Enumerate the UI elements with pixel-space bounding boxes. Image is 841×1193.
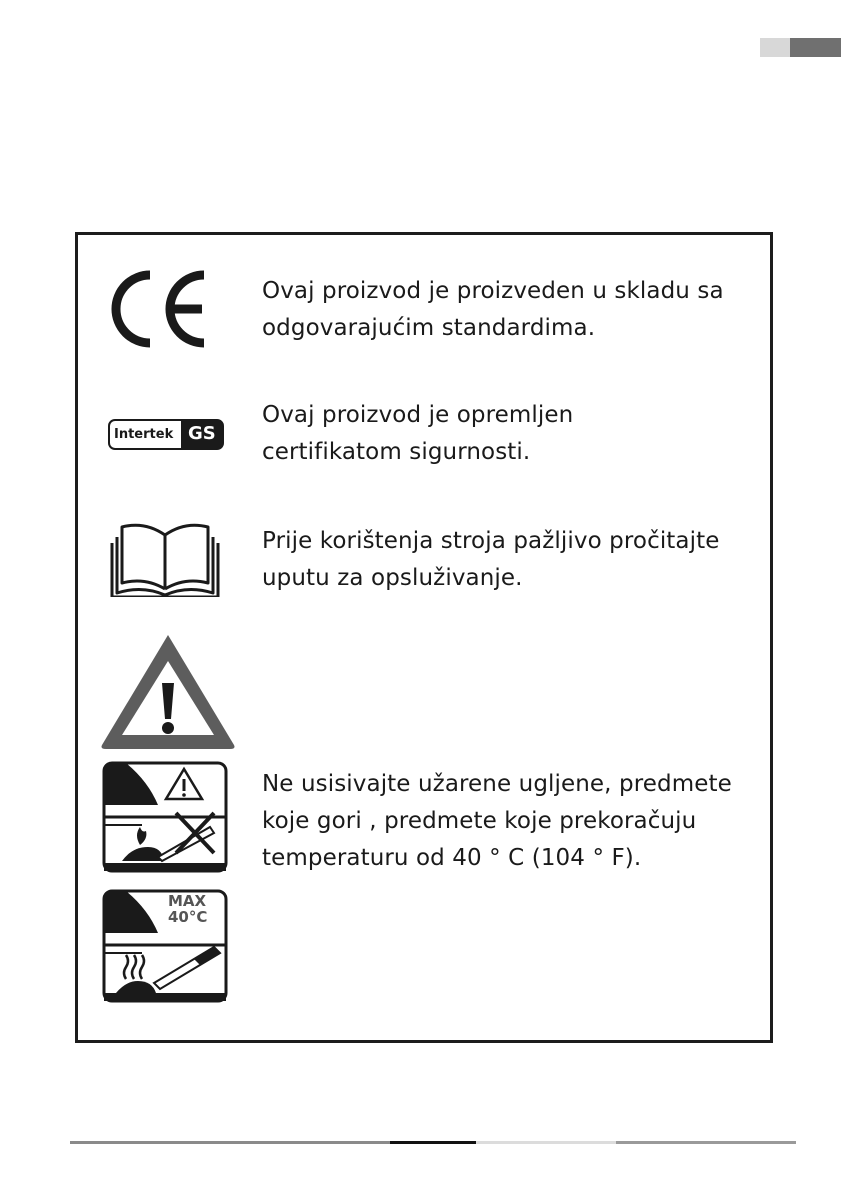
footer-rule-segment-3	[476, 1141, 616, 1144]
notice-manual-line-1: Prije korištenja stroja pažljivo pročitajte	[262, 528, 720, 554]
footer-rule-segment-4	[616, 1141, 796, 1144]
max-label: MAX	[168, 892, 207, 910]
intertek-brand-text: Intertek	[114, 427, 174, 442]
notice-ce-line-1: Ovaj proizvod je proizveden u skladu sa	[262, 278, 724, 304]
manual-book-icon	[110, 517, 220, 597]
safety-notices-frame	[75, 232, 773, 1043]
ce-mark-icon	[110, 269, 212, 349]
gs-mark-text: GS	[188, 423, 216, 444]
temperature-label: 40°C	[168, 908, 208, 926]
notice-manual-text	[262, 523, 719, 597]
notice-hot-ashes-line-3: temperaturu od 40 ° C (104 ° F).	[262, 845, 642, 871]
header-tab-light	[760, 38, 790, 57]
warning-triangle-icon	[98, 631, 238, 749]
footer-rule-segment-1	[70, 1141, 390, 1144]
max-temperature-icon	[102, 889, 228, 1003]
notice-hot-ashes-line-2: koje gori , predmete koje prekoračuju	[262, 808, 697, 834]
notice-gs-line-1: Ovaj proizvod je opremljen	[262, 402, 574, 428]
notice-hot-ashes-line-1: Ne usisivajte užarene ugljene, predmete	[262, 771, 732, 797]
notice-hot-ashes-text	[262, 766, 732, 877]
notice-ce-text	[262, 273, 724, 347]
header-tab-dark	[790, 38, 841, 57]
notice-gs-text	[262, 397, 573, 471]
notice-ce-line-2: odgovarajućim standardima.	[262, 315, 596, 341]
no-hot-ashes-icon	[102, 761, 228, 873]
notice-gs-line-2: certifikatom sigurnosti.	[262, 439, 531, 465]
footer-rule-segment-2	[390, 1141, 476, 1144]
intertek-gs-icon	[108, 419, 224, 450]
notice-manual-line-2: uputu za opsluživanje.	[262, 565, 523, 591]
